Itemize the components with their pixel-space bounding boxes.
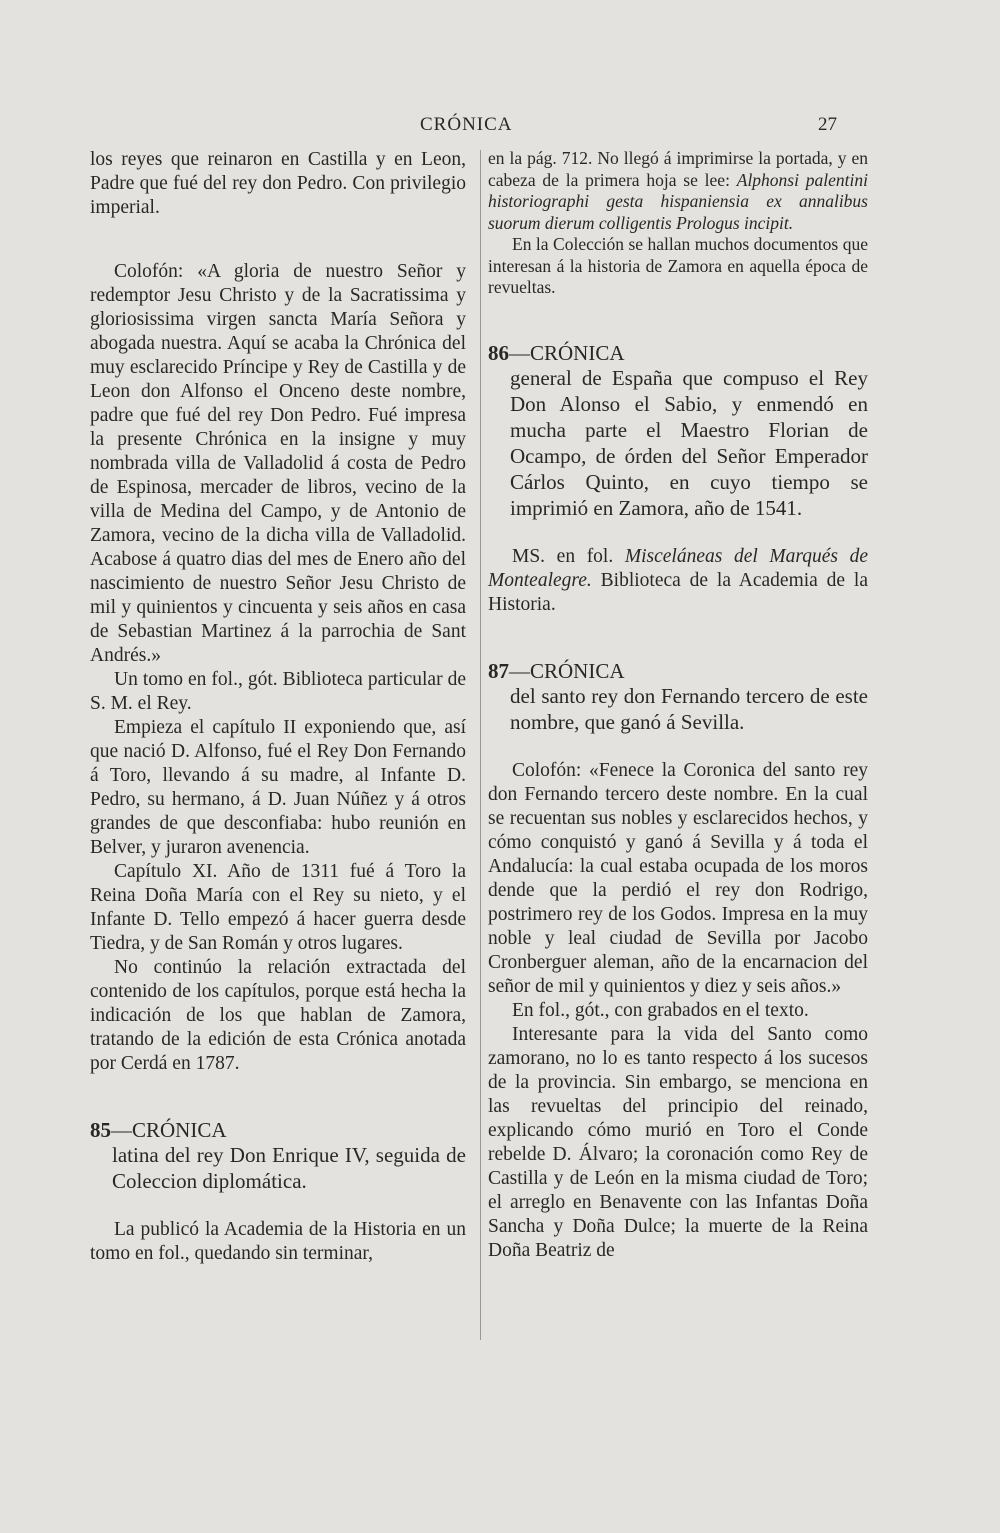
entry-86-heading — [488, 341, 868, 365]
entry-86-collection: Misceláneas del Marqués de Montealegre. — [488, 545, 869, 591]
entry-87-title: —CRÓNICA — [509, 658, 625, 683]
right-paragraph-2: En la Colección se hallan muchos documentos que interesan á la historia de Zamora en aquella época de revueltas. — [488, 234, 868, 297]
entry-86-ms: MS. en fol. — [512, 545, 614, 567]
entry-85-heading — [90, 1118, 466, 1142]
right-paragraph-1-text: en la pág. 712. No llegó á imprimirse la portada, y en cabeza de la primera hoja se lee: — [488, 148, 868, 190]
entry-87-paragraph-3: Interesante para la vida del Santo como zamorano, no lo es tanto respecto á los sucesos de la provincia. Sin embargo, se menciona en las revueltas del principio del reinado, explicando cómo murió en Toro el Conde rebelde D. Álvaro; la coronación como Rey de Castilla y de León en la misma ciudad de Toro; el arreglo en Benavente con las Infantas Doña Sancha y Doña Dulce; la muerte de la Reina Doña Beatriz de — [488, 1023, 868, 1261]
column-divider — [480, 150, 481, 1340]
latin-incipit: Alphonsi palentini historiographi gesta hispaniensia ex annalibus suorum dierum colligentis Prologus incipit. — [488, 169, 868, 233]
left-paragraph-1: los reyes que reinaron en Castilla y en Leon, Padre que fué del rey don Pedro. Con privilegio imperial. — [90, 149, 466, 218]
left-paragraph-4: Empieza el capítulo II exponiendo que, así que nació D. Alfonso, fué el Rey Don Fernando á Toro, llevando á su madre, al Infante D. Pedro, su hermano, á D. Juan Núñez y á otros grandes de que desconfiaba: hubo reunión en Belver, y juraron avenencia. — [90, 717, 466, 858]
entry-86-number: 86 — [488, 340, 509, 365]
entry-87-number: 87 — [488, 658, 509, 683]
entry-85-title: —CRÓNICA — [111, 1118, 227, 1142]
entry-86-subtitle: general de España que compuso el Rey Don Alonso el Sabio, y enmendó en mucha parte el Maestro Florian de Ocampo, de órden del Señor Emperador Cárlos Quinto, en cuyo tiempo se imprimió en Zamora, año de 1541. — [510, 365, 868, 520]
left-colophon: Colofón: «A gloria de nuestro Señor y redemptor Jesu Christo y de la Sacratissima y gloriosissima virgen sancta María Señora y abogada nuestra. Aquí se acaba la Chrónica del muy esclarecido Príncipe y Rey de Castilla y de Leon don Alfonso el Onceno deste nombre, padre que fué del rey Don Pedro. Fué impresa la presente Chrónica en la insigne y muy nombrada villa de Valladolid á costa de Pedro de Espinosa, mercader de libros, vecino de la villa de Medina del Campo, y de Antonio de Zamora, vecino de la dicha villa de Valladolid. Acabose á quatro dias del mes de Enero año del nascimiento de nuestro Señor Jesu Christo de mil y quinientos y cincuenta y seis años en casa de Sebastian Martinez á la parrochia de Sant Andrés.» — [90, 261, 466, 666]
entry-86-title: —CRÓNICA — [509, 340, 625, 365]
left-column — [90, 148, 466, 1266]
page-number: 27 — [818, 114, 837, 135]
left-paragraph-5: Capítulo XI. Año de 1311 fué á Toro la Reina Doña María con el Rey su nieto, y el Infante D. Tello empezó á hacer guerra desde Tiedra, y de San Román y otros lugares. — [90, 861, 466, 954]
left-paragraph-6: No continúo la relación extractada del contenido de los capítulos, porque está hecha la indicación de los que hablan de Zamora, tratando de la edición de esta Crónica anotada por Cerdá en 1787. — [90, 957, 466, 1074]
running-title: CRÓNICA — [420, 114, 513, 135]
left-paragraph-3: Un tomo en fol., gót. Biblioteca particular de S. M. el Rey. — [90, 669, 466, 714]
entry-87-paragraph-2: En fol., gót., con grabados en el texto. — [512, 999, 809, 1021]
entry-87-heading — [488, 659, 868, 683]
entry-87-subtitle: del santo rey don Fernando tercero de este nombre, que ganó á Sevilla. — [510, 683, 868, 734]
entry-85-paragraph: La publicó la Academia de la Historia en un tomo en fol., quedando sin terminar, — [90, 1219, 466, 1264]
entry-85-number: 85 — [90, 1118, 111, 1142]
right-column — [488, 148, 868, 1263]
entry-85-subtitle: latina del rey Don Enrique IV, seguida de Coleccion diplomática. — [112, 1143, 466, 1193]
right-paragraph-1 — [488, 148, 868, 234]
entry-86-library: Biblioteca de la Academia de la Historia. — [488, 569, 868, 615]
entry-87-colophon: Colofón: «Fenece la Coronica del santo rey don Fernando tercero deste nombre. En la cual se recuentan sus nobles y esclarecidos hechos, y cómo conquistó y ganó á Sevilla y á toda el Andalucía: la cual estaba ocupada de los moros dende que la perdió el rey don Rodrigo, postrimero rey de los Godos. Impresa en la muy noble y leal ciudad de Sevilla por Jacobo Cronberguer aleman, año de la encarnacion del señor de mil y quinientos y diez y seis años.» — [488, 759, 868, 997]
entry-86-location — [488, 545, 868, 617]
